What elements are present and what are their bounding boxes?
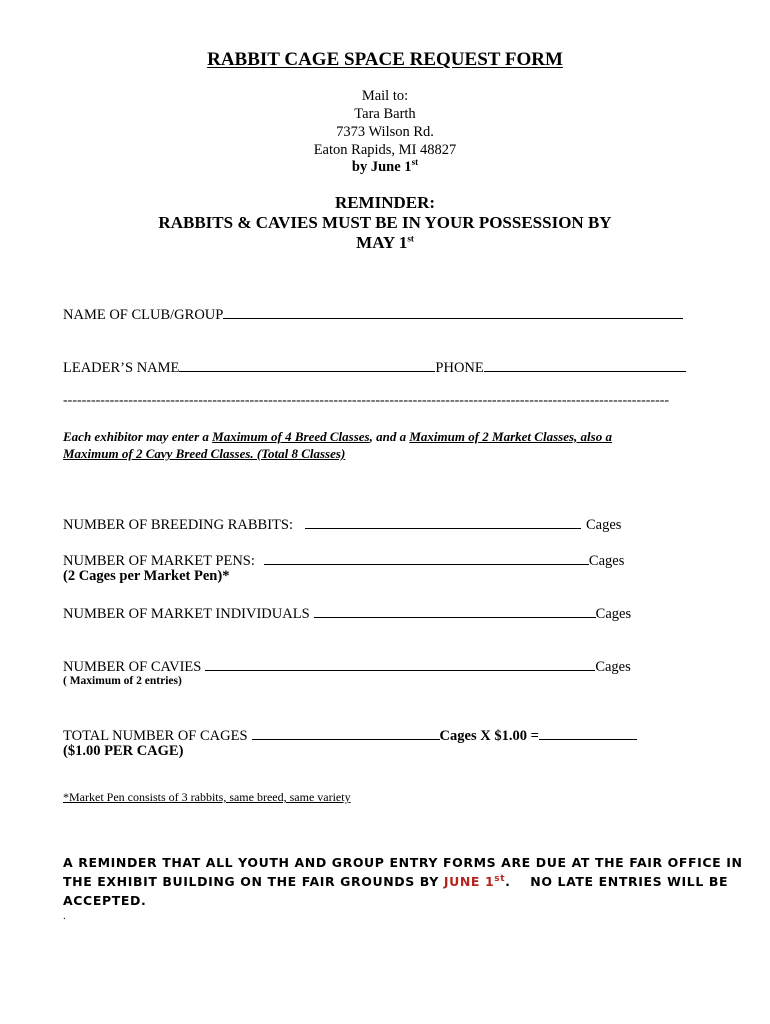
breeding-rabbits-row: [63, 514, 621, 534]
market-individuals-row: [63, 603, 631, 623]
note-text-1: Each exhibitor may enter a: [63, 429, 213, 444]
reminder-line2-sup: st: [407, 233, 414, 244]
club-name-label: NAME OF CLUB/GROUP: [63, 307, 224, 323]
class-limit-note-line1: [63, 428, 612, 445]
reminder-line2: [0, 232, 770, 254]
market-pens-note: (2 Cages per Market Pen)*: [63, 568, 230, 584]
market-pens-cages-unit: Cages: [588, 553, 625, 569]
closing-reminder-line1: A REMINDER THAT ALL YOUTH AND GROUP ENTRY FORMS ARE DUE AT THE FAIR OFFICE IN: [63, 855, 743, 870]
phone-label: PHONE: [435, 360, 484, 376]
cavies-field[interactable]: [205, 656, 595, 671]
mail-to-city: Eaton Rapids, MI 48827: [313, 142, 457, 158]
note-market-limit: Maximum of 2 Market Classes, also a: [409, 429, 612, 444]
reminder-line1: RABBITS & CAVIES MUST BE IN YOUR POSSESSION BY: [158, 213, 612, 232]
market-individuals-cages-unit: Cages: [595, 606, 632, 622]
reminder-line2-text: MAY 1: [356, 233, 408, 252]
total-cages-note: ($1.00 PER CAGE): [63, 743, 184, 759]
note-cavy-limit: Maximum of 2 Cavy Breed Classes. (Total 8 Classes): [63, 446, 346, 461]
breeding-cages-unit: Cages: [586, 517, 622, 533]
phone-field[interactable]: [484, 357, 686, 372]
total-cages-field[interactable]: [252, 725, 440, 740]
leader-name-label: LEADER’S NAME: [63, 360, 180, 376]
market-pens-field[interactable]: [264, 550, 589, 565]
leader-row: [63, 357, 686, 377]
closing-reminder-line3: ACCEPTED.: [63, 893, 147, 908]
cavies-note: ( Maximum of 2 entries): [63, 675, 182, 687]
club-name-field[interactable]: [223, 304, 683, 319]
mail-deadline-text: by June 1: [351, 159, 412, 175]
class-limit-note-line2: [63, 445, 345, 462]
market-pen-footnote: *Market Pen consists of 3 rabbits, same breed, same variety: [63, 790, 351, 804]
closing-deadline-sup: st: [494, 873, 506, 884]
market-individuals-label: NUMBER OF MARKET INDIVIDUALS: [63, 606, 310, 622]
market-pens-label: NUMBER OF MARKET PENS:: [63, 553, 255, 569]
market-individuals-field[interactable]: [314, 603, 596, 618]
cavies-row: [63, 656, 631, 676]
total-amount-field[interactable]: [539, 725, 637, 740]
breeding-rabbits-label: NUMBER OF BREEDING RABBITS:: [63, 517, 294, 533]
total-cages-row: [63, 725, 637, 745]
mail-to-street: 7373 Wilson Rd.: [336, 124, 434, 140]
note-breed-limit: Maximum of 4 Breed Classes: [212, 429, 370, 444]
closing-deadline-text: JUNE 1: [443, 874, 495, 889]
market-pens-row: [63, 550, 624, 570]
trailing-dot: .: [63, 910, 66, 922]
form-title: RABBIT CAGE SPACE REQUEST FORM: [207, 49, 563, 70]
note-text-2: , and a: [369, 429, 410, 444]
mail-deadline-sup: st: [411, 157, 419, 168]
mail-deadline: [0, 158, 770, 176]
leader-name-field[interactable]: [179, 357, 435, 372]
cavies-label: NUMBER OF CAVIES: [63, 659, 202, 675]
total-cages-multiplier: Cages X $1.00 =: [439, 728, 539, 744]
mail-to-name: Tara Barth: [354, 106, 416, 122]
total-cages-label: TOTAL NUMBER OF CAGES: [63, 728, 248, 744]
closing-reminder-line2: [63, 872, 728, 891]
closing-line2-suffix: . NO LATE ENTRIES WILL BE: [505, 874, 729, 889]
breeding-rabbits-field[interactable]: [305, 514, 581, 529]
dashed-separator: ----------------------------------------------------------------------------------------------------------------------------------: [63, 393, 670, 408]
mail-to-label: Mail to:: [361, 88, 409, 104]
closing-deadline: [444, 874, 505, 889]
cavies-cages-unit: Cages: [595, 659, 631, 675]
closing-line2-text: THE EXHIBIT BUILDING ON THE FAIR GROUNDS BY: [63, 874, 444, 889]
club-name-row: [63, 304, 683, 324]
reminder-heading: REMINDER:: [334, 193, 436, 212]
